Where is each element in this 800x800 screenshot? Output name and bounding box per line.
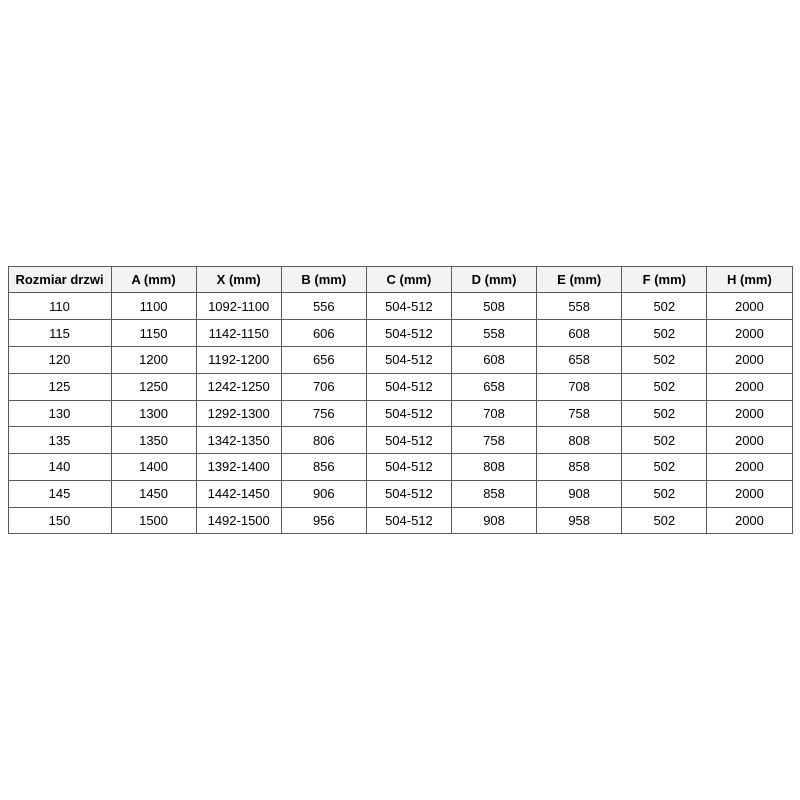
table-row [8, 293, 792, 320]
table-cell: 508 [452, 293, 537, 320]
table-cell: 606 [281, 320, 366, 347]
table-cell: 2000 [707, 480, 792, 507]
table-cell: 1242-1250 [196, 373, 281, 400]
table-cell: 708 [452, 400, 537, 427]
table-cell: 1400 [111, 454, 196, 481]
header-c-mm: C (mm) [366, 266, 451, 293]
table-row [8, 320, 792, 347]
table-cell: 502 [622, 507, 707, 534]
table-cell: 1300 [111, 400, 196, 427]
header-h-mm: H (mm) [707, 266, 792, 293]
table-body [8, 293, 792, 534]
table-cell: 115 [8, 320, 111, 347]
door-dimensions-table [8, 266, 793, 535]
table-cell: 1450 [111, 480, 196, 507]
table-cell: 908 [452, 507, 537, 534]
table-cell: 2000 [707, 507, 792, 534]
table-cell: 502 [622, 427, 707, 454]
table-cell: 658 [537, 346, 622, 373]
table-cell: 135 [8, 427, 111, 454]
table-cell: 504-512 [366, 507, 451, 534]
table-cell: 856 [281, 454, 366, 481]
table-header-row [8, 266, 792, 293]
table-cell: 2000 [707, 427, 792, 454]
table-row [8, 346, 792, 373]
table-cell: 1292-1300 [196, 400, 281, 427]
table-cell: 1150 [111, 320, 196, 347]
table-cell: 1392-1400 [196, 454, 281, 481]
table-cell: 706 [281, 373, 366, 400]
table-cell: 858 [537, 454, 622, 481]
table-cell: 1250 [111, 373, 196, 400]
table-cell: 145 [8, 480, 111, 507]
table-row [8, 373, 792, 400]
table-cell: 2000 [707, 346, 792, 373]
table-cell: 858 [452, 480, 537, 507]
table-cell: 2000 [707, 454, 792, 481]
table-cell: 125 [8, 373, 111, 400]
table-cell: 2000 [707, 293, 792, 320]
table-cell: 504-512 [366, 320, 451, 347]
table-cell: 502 [622, 454, 707, 481]
table-cell: 504-512 [366, 373, 451, 400]
table-cell: 1092-1100 [196, 293, 281, 320]
header-e-mm: E (mm) [537, 266, 622, 293]
table-row [8, 400, 792, 427]
table-cell: 2000 [707, 400, 792, 427]
table-cell: 1142-1150 [196, 320, 281, 347]
table-cell: 758 [452, 427, 537, 454]
table-cell: 1342-1350 [196, 427, 281, 454]
table-cell: 608 [452, 346, 537, 373]
table-cell: 502 [622, 400, 707, 427]
table-cell: 502 [622, 293, 707, 320]
table-cell: 656 [281, 346, 366, 373]
table-cell: 658 [452, 373, 537, 400]
table-cell: 906 [281, 480, 366, 507]
header-d-mm: D (mm) [452, 266, 537, 293]
table-row [8, 480, 792, 507]
header-rozmiar-drzwi: Rozmiar drzwi [8, 266, 111, 293]
table-cell: 502 [622, 320, 707, 347]
table-cell: 1492-1500 [196, 507, 281, 534]
table-cell: 608 [537, 320, 622, 347]
table-cell: 502 [622, 346, 707, 373]
table-cell: 504-512 [366, 427, 451, 454]
header-a-mm: A (mm) [111, 266, 196, 293]
table-cell: 1442-1450 [196, 480, 281, 507]
table-cell: 504-512 [366, 400, 451, 427]
table-cell: 140 [8, 454, 111, 481]
table-cell: 130 [8, 400, 111, 427]
table-cell: 504-512 [366, 454, 451, 481]
table-cell: 1350 [111, 427, 196, 454]
table-row [8, 507, 792, 534]
table-cell: 150 [8, 507, 111, 534]
table-cell: 908 [537, 480, 622, 507]
table-row [8, 427, 792, 454]
table-cell: 2000 [707, 320, 792, 347]
table-cell: 558 [452, 320, 537, 347]
table-cell: 958 [537, 507, 622, 534]
table-cell: 808 [537, 427, 622, 454]
table-cell: 1100 [111, 293, 196, 320]
table-row [8, 454, 792, 481]
table-cell: 502 [622, 480, 707, 507]
table-cell: 120 [8, 346, 111, 373]
table-cell: 1500 [111, 507, 196, 534]
header-f-mm: F (mm) [622, 266, 707, 293]
table-cell: 504-512 [366, 480, 451, 507]
table-cell: 1192-1200 [196, 346, 281, 373]
table-cell: 504-512 [366, 293, 451, 320]
table-cell: 504-512 [366, 346, 451, 373]
table-cell: 756 [281, 400, 366, 427]
table-cell: 558 [537, 293, 622, 320]
table-cell: 556 [281, 293, 366, 320]
table-cell: 1200 [111, 346, 196, 373]
table-cell: 758 [537, 400, 622, 427]
table-cell: 2000 [707, 373, 792, 400]
table-cell: 808 [452, 454, 537, 481]
table-cell: 708 [537, 373, 622, 400]
table-cell: 806 [281, 427, 366, 454]
header-x-mm: X (mm) [196, 266, 281, 293]
header-b-mm: B (mm) [281, 266, 366, 293]
table-cell: 956 [281, 507, 366, 534]
table-cell: 110 [8, 293, 111, 320]
table-cell: 502 [622, 373, 707, 400]
